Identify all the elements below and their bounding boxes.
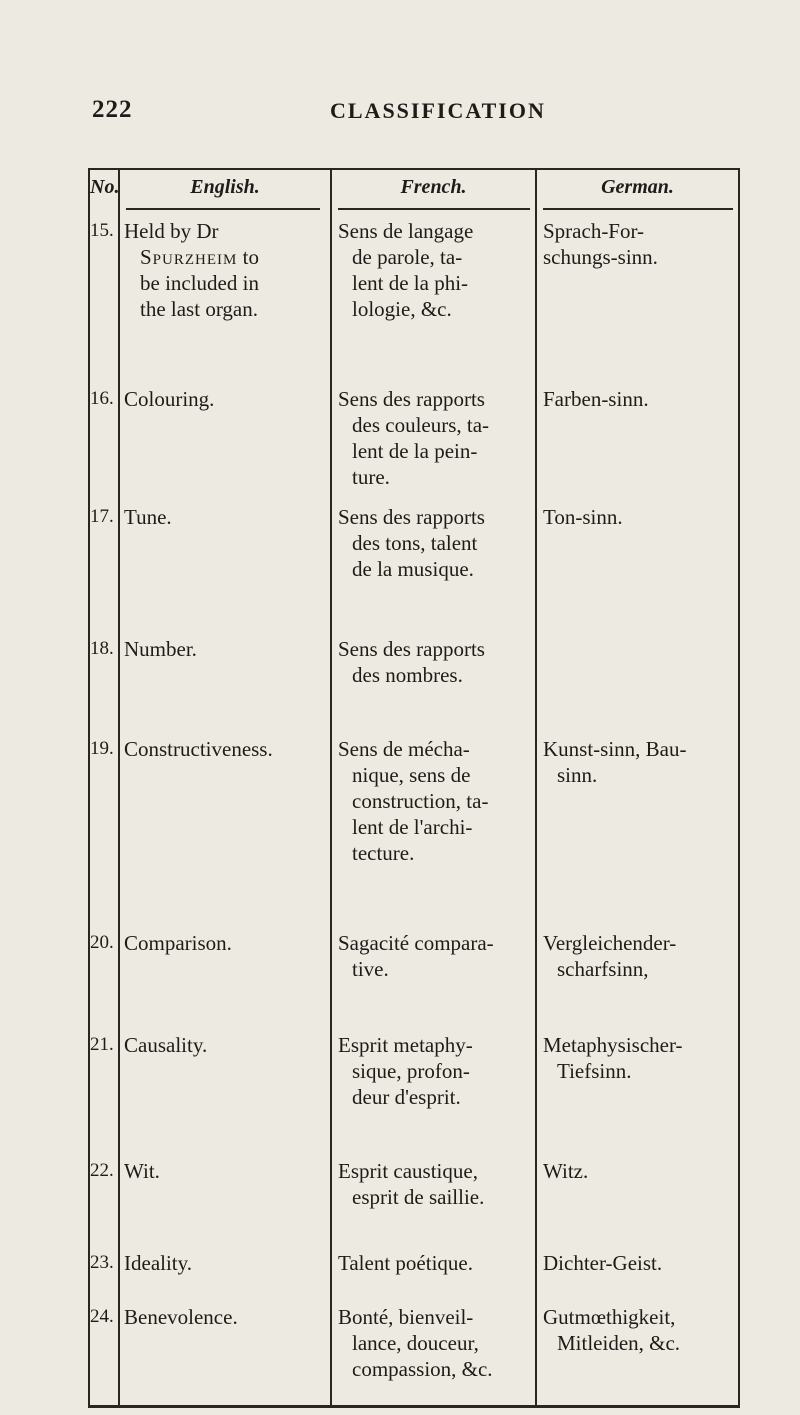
column-divider: [118, 168, 120, 1408]
french-text-line: de la musique.: [352, 557, 474, 581]
french-text-line: Sens des rapports: [338, 387, 485, 411]
french-text-line: Sens de langage: [338, 219, 474, 243]
french-text-line: Sens de mécha-: [338, 737, 470, 761]
german-text-line: scharfsinn,: [557, 957, 649, 981]
french-text-line: de parole, ta-: [352, 245, 463, 269]
page-header: [92, 96, 732, 136]
french-text-line: des nombres.: [352, 663, 463, 687]
german-text-line: Vergleichender-: [543, 931, 677, 955]
french-text-line: sique, profon-: [352, 1059, 470, 1083]
french-text-line: lent de l'archi-: [352, 815, 473, 839]
row-number: 18.: [90, 638, 114, 659]
german-text-line: sinn.: [557, 763, 598, 787]
english-text-line: Benevolence.: [124, 1305, 238, 1329]
german-text-line: Tiefsinn.: [557, 1059, 632, 1083]
french-text-line: Sagacité compara-: [338, 931, 494, 955]
german-text-line: Metaphysischer-: [543, 1033, 683, 1057]
row-number: 20.: [90, 932, 114, 953]
french-text-line: des couleurs, ta-: [352, 413, 490, 437]
table-top-rule: [88, 168, 740, 170]
header-rule: [543, 208, 733, 210]
french-text-line: Esprit metaphy-: [338, 1033, 473, 1057]
german-text-line: Sprach-For-: [543, 219, 645, 243]
french-text-line: deur d'esprit.: [352, 1085, 461, 1109]
german-text-line: schungs-sinn.: [543, 245, 658, 269]
column-divider: [330, 168, 332, 1408]
table-bottom-rule: [88, 1405, 740, 1408]
page-title: CLASSIFICATION: [330, 98, 546, 123]
french-text-line: ture.: [352, 465, 390, 489]
english-text-line: the last organ.: [140, 297, 259, 321]
english-text-line: be included in: [140, 271, 259, 295]
row-number: 17.: [90, 506, 114, 527]
german-text-line: Witz.: [543, 1159, 589, 1183]
row-number: 22.: [90, 1160, 114, 1181]
german-text-line: Mitleiden, &c.: [557, 1331, 681, 1355]
french-text-line: construction, ta-: [352, 789, 489, 813]
french-text-line: Sens des rapports: [338, 637, 485, 661]
english-text-line: Constructiveness.: [124, 737, 273, 761]
page-number: 222: [92, 96, 133, 123]
french-text-line: lance, douceur,: [352, 1331, 479, 1355]
table-border-right: [738, 168, 740, 1408]
classification-table: [88, 168, 740, 1408]
column-header-no: No.: [90, 176, 120, 198]
header-rule: [126, 208, 320, 210]
german-text-line: Kunst-sinn, Bau-: [543, 737, 687, 761]
french-text-line: lent de la pein-: [352, 439, 478, 463]
row-number: 23.: [90, 1252, 114, 1273]
french-text-line: tecture.: [352, 841, 415, 865]
french-text-line: lent de la phi-: [352, 271, 469, 295]
english-text-line: Comparison.: [124, 931, 232, 955]
table-border-left: [88, 168, 90, 1408]
row-number: 24.: [90, 1306, 114, 1327]
french-text-line: Esprit caustique,: [338, 1159, 478, 1183]
french-text-line: Bonté, bienveil-: [338, 1305, 474, 1329]
french-text-line: nique, sens de: [352, 763, 471, 787]
english-text-line: Tune.: [124, 505, 172, 529]
french-text-line: des tons, talent: [352, 531, 478, 555]
row-number: 19.: [90, 738, 114, 759]
row-number: 21.: [90, 1034, 114, 1055]
german-text-line: Ton-sinn.: [543, 505, 623, 529]
english-text-line: Ideality.: [124, 1251, 193, 1275]
column-header-german: German.: [601, 176, 674, 198]
column-divider: [535, 168, 537, 1408]
french-text-line: tive.: [352, 957, 389, 981]
french-text-line: esprit de saillie.: [352, 1185, 485, 1209]
english-text-line: Spurzheim to: [140, 245, 259, 269]
german-text-line: Dichter-Geist.: [543, 1251, 663, 1275]
row-number: 16.: [90, 388, 114, 409]
english-text-line: Held by Dr: [124, 219, 219, 243]
german-text-line: Gutmœthigkeit,: [543, 1305, 676, 1329]
french-text-line: lologie, &c.: [352, 297, 452, 321]
english-text-line: Causality.: [124, 1033, 208, 1057]
french-text-line: Sens des rapports: [338, 505, 485, 529]
row-number: 15.: [90, 220, 114, 241]
english-text-line: Wit.: [124, 1159, 160, 1183]
column-header-english: English.: [190, 176, 260, 198]
english-text-line: Number.: [124, 637, 197, 661]
french-text-line: Talent poétique.: [338, 1251, 473, 1275]
german-text-line: Farben-sinn.: [543, 387, 649, 411]
french-text-line: compassion, &c.: [352, 1357, 493, 1381]
english-text-line: Colouring.: [124, 387, 215, 411]
column-header-french: French.: [400, 176, 467, 198]
header-rule: [338, 208, 530, 210]
